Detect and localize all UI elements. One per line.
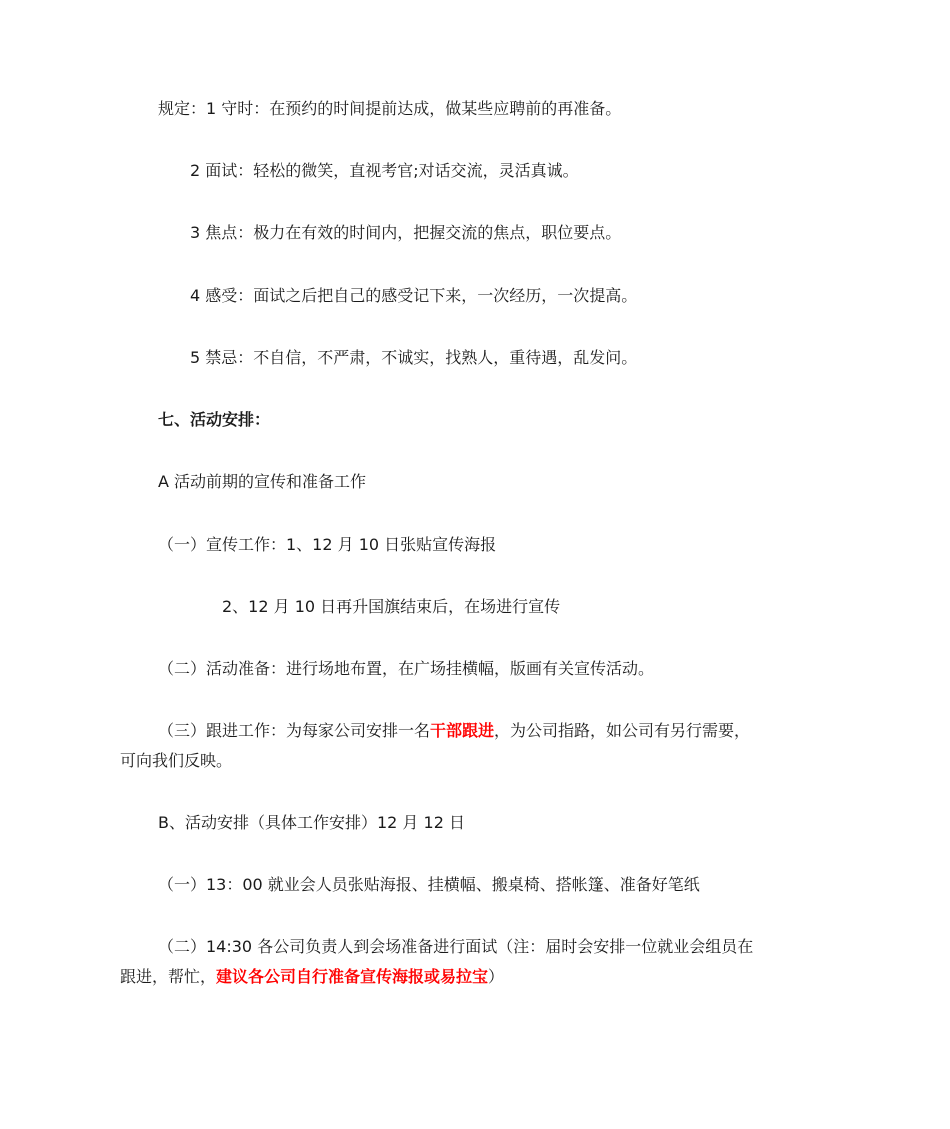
part-b-title: B、活动安排（具体工作安排）12 月 12 日 bbox=[158, 813, 465, 832]
item-2-text-end: ） bbox=[488, 967, 505, 986]
item-2-highlight: 建议各公司自行准备宣传海报或易拉宝 bbox=[216, 967, 489, 986]
item-3-text-end: ，为公司指路，如公司有另行需要， bbox=[494, 721, 751, 740]
item-3-highlight: 干部跟进 bbox=[430, 721, 495, 740]
part-a-item-2: （二）活动准备：进行场地布置，在广场挂横幅，版画有关宣传活动。 bbox=[158, 659, 655, 678]
rule-1 bbox=[158, 94, 621, 124]
part-b-item-1: （一）13：00 就业会人员张贴海报、挂横幅、搬桌椅、搭帐篷、准备好笔纸 bbox=[158, 875, 700, 894]
part-b-item-2: （二）14:30 各公司负责人到会场准备进行面试（注：届时会安排一位就业会组员在 bbox=[158, 937, 754, 956]
item-3-text-start: （三）跟进工作：为每家公司安排一名 bbox=[158, 721, 431, 740]
part-a-title: A 活动前期的宣传和准备工作 bbox=[158, 472, 367, 491]
item-2-text-start: 跟进，帮忙， bbox=[120, 967, 217, 986]
part-a-item-1: （一）宣传工作：1、12 月 10 日张贴宣传海报 bbox=[158, 535, 497, 554]
part-b-item-2-line-2 bbox=[120, 962, 504, 992]
rule-3: 3 焦点：极力在有效的时间内，把握交流的焦点，职位要点。 bbox=[190, 223, 622, 242]
rule-5: 5 禁忌：不自信，不严肃，不诚实，找熟人，重待遇，乱发问。 bbox=[190, 348, 638, 367]
rule-4: 4 感受：面试之后把自己的感受记下来，一次经历，一次提高。 bbox=[190, 286, 638, 305]
rule-prefix: 规定： bbox=[158, 99, 207, 118]
part-a-item-1b: 2、12 月 10 日再升国旗结束后，在场进行宣传 bbox=[222, 597, 561, 616]
rule-2: 2 面试：轻松的微笑，直视考官;对话交流，灵活真诚。 bbox=[190, 161, 579, 180]
part-a-item-3-line-2: 可向我们反映。 bbox=[120, 751, 233, 770]
section-heading: 七、活动安排： bbox=[158, 410, 271, 429]
rule-1-text: 1 守时：在预约的时间提前达成，做某些应聘前的再准备。 bbox=[206, 99, 622, 118]
part-a-item-3 bbox=[158, 716, 750, 746]
